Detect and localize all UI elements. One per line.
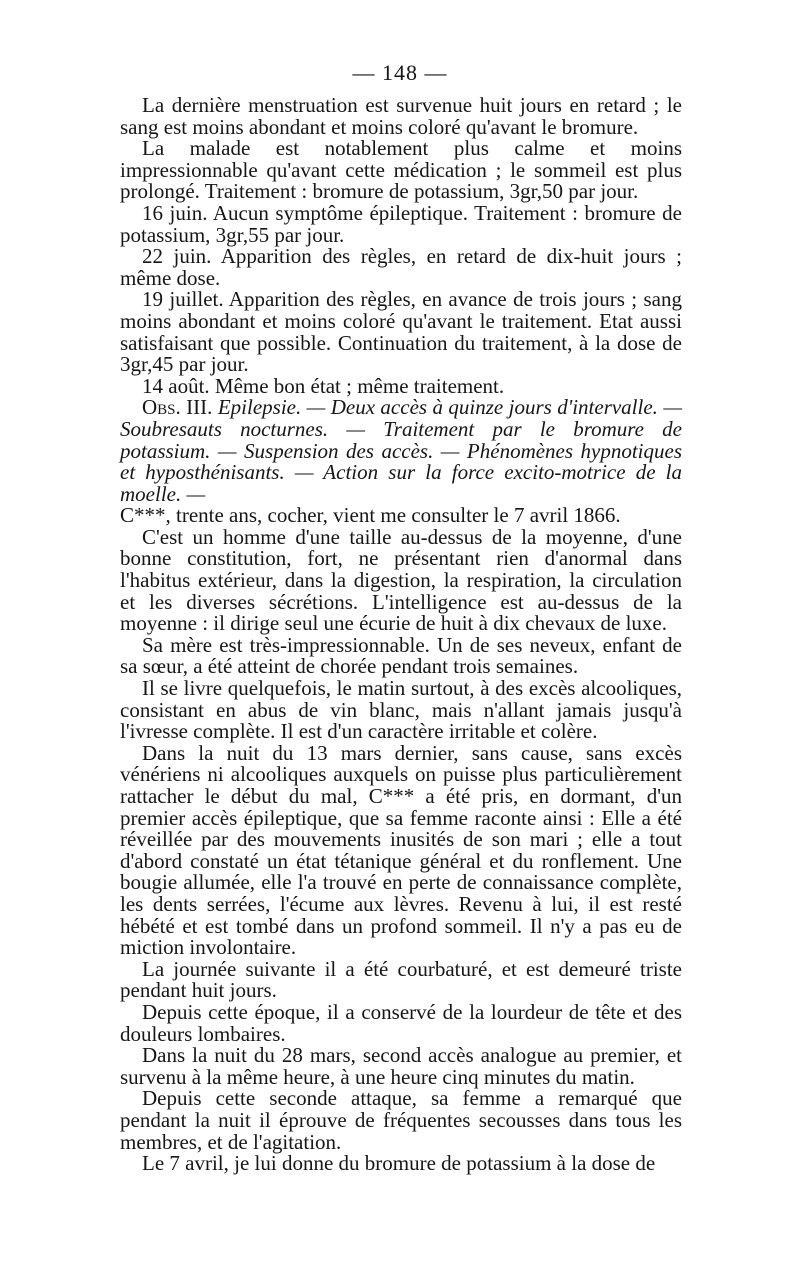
page-number: — 148 — bbox=[352, 60, 448, 85]
paragraph: Sa mère est très-impressionnable. Un de ses neveux, enfant de sa sœur, a été atteint de chorée pendant trois semaines. bbox=[120, 632, 682, 679]
paragraph: C'est un homme d'une taille au-dessus de la moyenne, d'une bonne constitution, fort, ne présentant rien d'anormal dans l'habitus extérieur, dans la digestion, la respiration, la circulation et les diverses sécrétions. L'intelligence est au-dessus de la moyenne : il dirige seul une écurie de huit à dix chevaux de luxe. bbox=[120, 524, 682, 636]
observation-intro: C***, trente ans, cocher, vient me consulter le 7 avril 1866. bbox=[120, 503, 621, 528]
paragraph: Depuis cette seconde attaque, sa femme a remarqué que pendant la nuit il éprouve de fréquentes secousses dans tous les membres, et de l'agitation. bbox=[120, 1086, 682, 1154]
paragraph: Dans la nuit du 28 mars, second accès analogue au premier, et survenu à la même heure, à une heure cinq minutes du matin. bbox=[120, 1043, 682, 1089]
paragraph: Dans la nuit du 13 mars dernier, sans cause, sans excès vénériens ni alcooliques auxquels on puisse plus particulièrement rattacher le début du mal, C*** a été pris, en dormant, d'un premier accès épileptique, que sa femme raconte ainsi : Elle a été réveillée par des mouvements inusités de son mari ; elle a tout d'abord constaté un état tétanique général et du ronflement. Une bougie allumée, elle l'a trouvé en perte de connaissance complète, les dents serrées, l'écume aux lèvres. Revenu à lui, il est resté hébété et est tombé dans un profond sommeil. Il n'y a pas eu de miction involontaire. bbox=[120, 740, 682, 960]
paragraph: 19 juillet. Apparition des règles, en avance de trois jours ; sang moins abondant et moins coloré qu'avant le traitement. Etat aussi satisfaisant que possible. Continuation du traitement, à la dose de 3gr,45 par jour. bbox=[120, 287, 682, 377]
paragraph: Il se livre quelquefois, le matin surtout, à des excès alcooliques, consistant en abus de vin blanc, mais n'allant jamais jusqu'à l'ivresse complète. Il est d'un caractère irritable et colère. bbox=[120, 676, 682, 744]
observation-title: Epilepsie. — Deux accès à quinze jours d'intervalle. — Soubresauts nocturnes. — Traitement par le bromure de potassium. — Suspension des accès. — Phénomènes hypnotiques et hyposthénisants. — Action sur la force excito-motrice de la moelle. — bbox=[120, 395, 683, 506]
observation-heading bbox=[120, 397, 682, 527]
paragraph: La journée suivante il a été courbaturé, et est demeuré triste pendant huit jours. bbox=[120, 956, 682, 1003]
observation-label: Obs. III. bbox=[142, 395, 213, 420]
paragraph: Le 7 avril, je lui donne du bromure de potassium à la dose de bbox=[142, 1151, 656, 1176]
paragraph: La malade est notablement plus calme et moins impressionnable qu'avant cette médication ; le sommeil est plus prolongé. Traitement : bromure de potassium, 3gr,50 par jour. bbox=[120, 136, 682, 204]
paragraph: Depuis cette époque, il a conservé de la lourdeur de tête et des douleurs lombaires. bbox=[120, 999, 682, 1046]
paragraph: La dernière menstruation est survenue huit jours en retard ; le sang est moins abondant et moins coloré qu'avant le bromure. bbox=[120, 93, 682, 139]
body-text bbox=[120, 95, 682, 1175]
paragraph: 22 juin. Apparition des règles, en retard de dix-huit jours ; même dose. bbox=[120, 244, 682, 290]
paragraph: 14 août. Même bon état ; même traitement. bbox=[142, 373, 505, 398]
paragraph: 16 juin. Aucun symptôme épileptique. Traitement : bromure de potassium, 3gr,55 par jour. bbox=[120, 200, 682, 247]
